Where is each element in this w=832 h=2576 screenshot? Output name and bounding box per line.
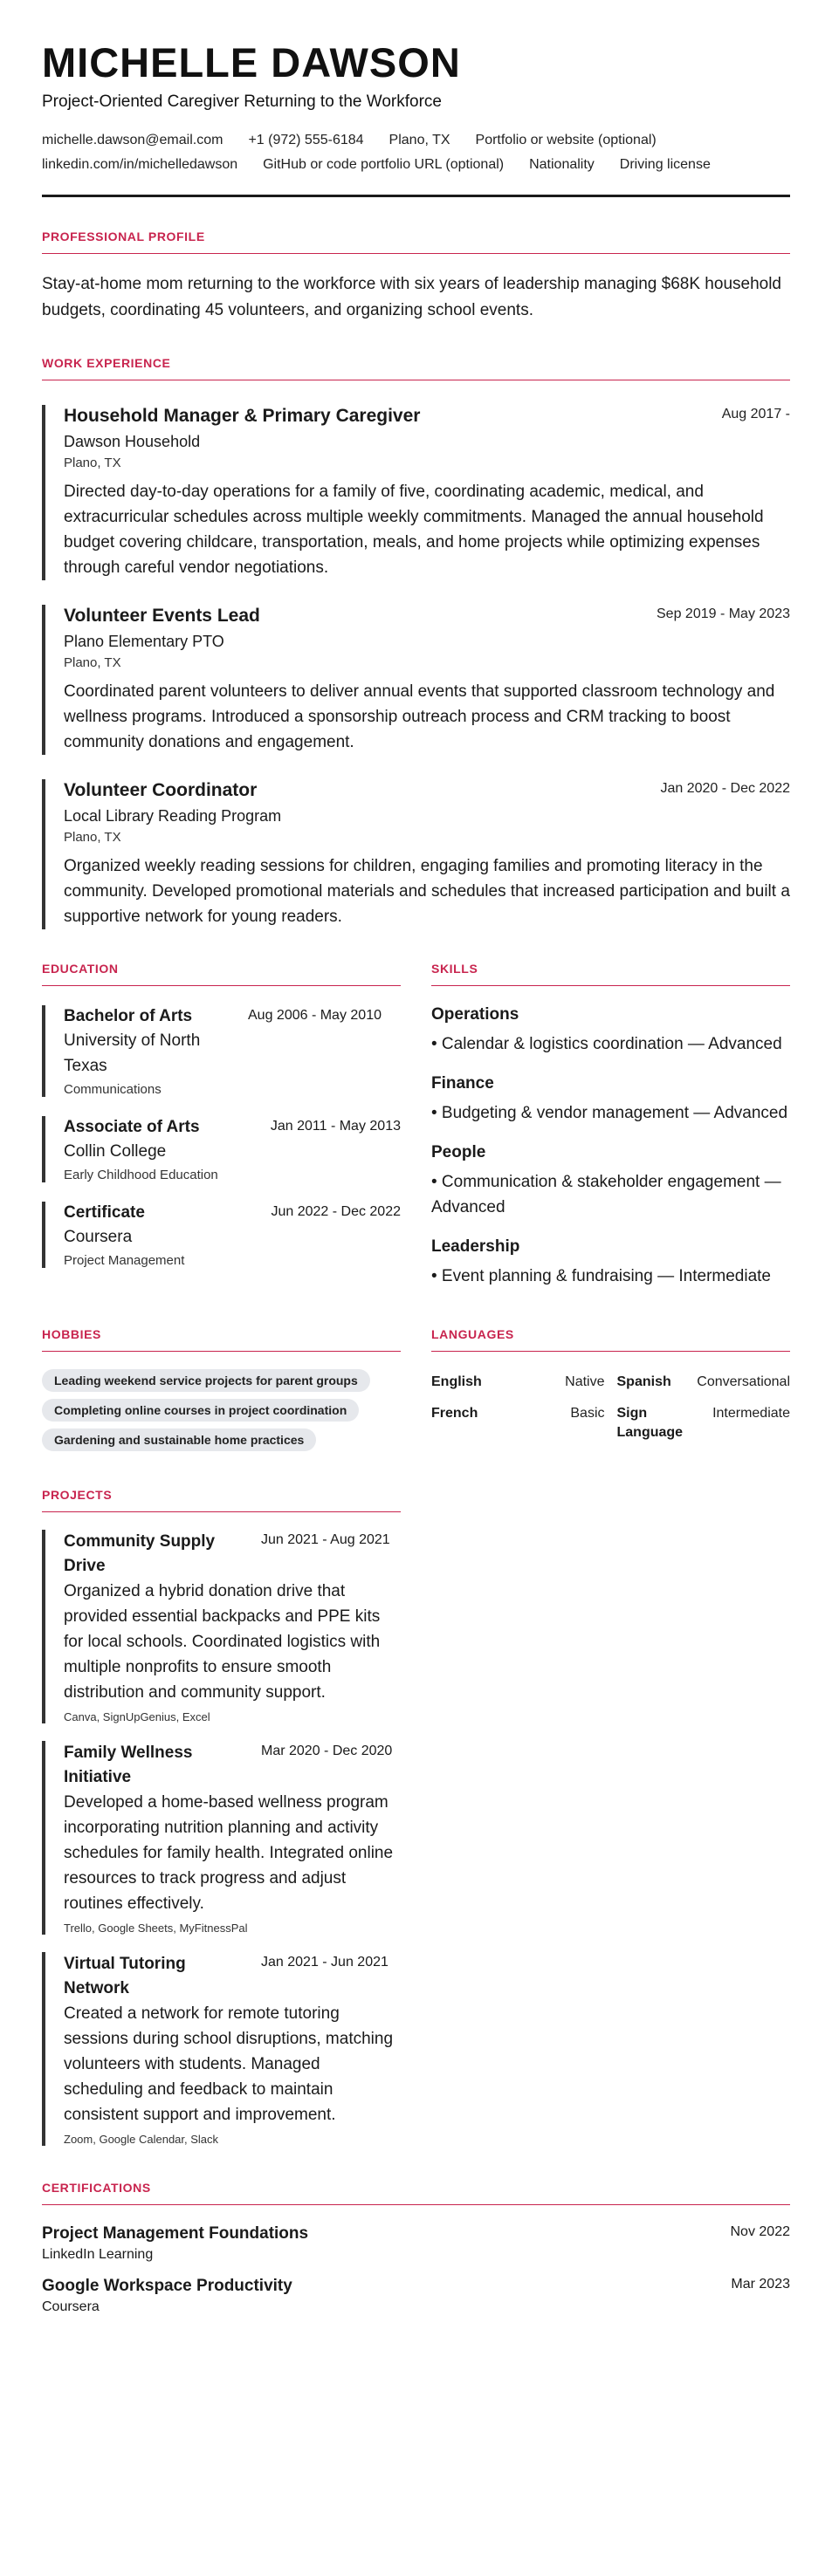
project-description: Organized a hybrid donation drive that provided essential backpacks and PPE kits for local schools. Coordinated logistics with multiple nonprofits to ensure smooth distribution and community support. xyxy=(64,1582,381,1702)
section-divider xyxy=(42,253,790,254)
contact-phone[interactable]: +1 (972) 555-6184 xyxy=(248,133,364,147)
skill-item: • Budgeting & vendor management — Advanced xyxy=(431,1104,788,1122)
job-date: Sep 2019 - May 2023 xyxy=(657,606,790,621)
contact-nationality: Nationality xyxy=(529,157,595,172)
education-entry xyxy=(42,1005,401,1097)
education-entry xyxy=(42,1202,401,1268)
certification-entry xyxy=(42,2224,790,2263)
language-level: Basic xyxy=(570,1406,605,1421)
job-description: Coordinated parent volunteers to deliver annual events that supported classroom technology and wellness programs. Introduced a sponsorship outreach process and CRM tracking to boost community donations and engagement. xyxy=(64,682,775,751)
job-title: Household Manager & Primary Caregiver xyxy=(64,406,421,426)
skill-group xyxy=(431,1143,790,1220)
experience-entry xyxy=(42,605,790,755)
section-title-education: EDUCATION xyxy=(42,962,119,976)
skill-group xyxy=(431,1074,790,1126)
language-list xyxy=(431,1373,790,1442)
job-date: Jan 2020 - Dec 2022 xyxy=(660,781,790,796)
contact-location: Plano, TX xyxy=(388,133,450,147)
job-location: Plano, TX xyxy=(64,655,121,670)
language-level: Intermediate xyxy=(712,1406,790,1421)
project-entry xyxy=(42,1952,401,2146)
language-level: Native xyxy=(565,1374,605,1389)
school: Collin College xyxy=(64,1142,167,1161)
candidate-name: MICHELLE DAWSON xyxy=(42,39,461,86)
job-description: Directed day-to-day operations for a family of five, coordinating academic, medical, and extracurricular schedules across multiple weekly commitments. Managed the annual household budget covering childcare, transportation, meals, and home projects while optimizing expenses through careful vendor negotiations. xyxy=(64,483,764,577)
skill-category: People xyxy=(431,1143,486,1161)
section-title-skills: SKILLS xyxy=(431,962,478,976)
language-name: English xyxy=(431,1374,482,1389)
header-divider xyxy=(42,195,790,197)
contact-linkedin[interactable]: linkedin.com/in/michelledawson xyxy=(42,157,238,172)
language-item xyxy=(431,1404,605,1442)
section-divider xyxy=(42,1511,401,1512)
project-date: Mar 2020 - Dec 2020 xyxy=(261,1744,393,1758)
section-title-hobbies: HOBBIES xyxy=(42,1327,101,1341)
hobbies-languages-row xyxy=(42,1327,790,1451)
education-date: Aug 2006 - May 2010 xyxy=(248,1008,382,1023)
skills-section xyxy=(431,962,790,1289)
language-item xyxy=(617,1373,791,1392)
project-entry xyxy=(42,1741,401,1935)
section-title-profile: PROFESSIONAL PROFILE xyxy=(42,230,205,243)
job-org: Dawson Household xyxy=(64,433,201,450)
degree: Certificate xyxy=(64,1203,145,1222)
skill-group xyxy=(431,1005,790,1057)
certification-date: Nov 2022 xyxy=(730,2224,790,2239)
hobby-pill: Gardening and sustainable home practices xyxy=(42,1428,316,1451)
job-date: Aug 2017 - xyxy=(721,407,790,421)
experience-entry xyxy=(42,405,790,580)
profile-text: Stay-at-home mom returning to the workforce with six years of leadership managing $68K household budgets, coordinating 45 volunteers, and organizing school events. xyxy=(42,275,781,319)
hobby-list xyxy=(42,1369,401,1451)
education-date: Jun 2022 - Dec 2022 xyxy=(271,1204,401,1219)
skill-group xyxy=(431,1237,790,1289)
hobby-pill: Leading weekend service projects for parent groups xyxy=(42,1369,370,1392)
section-title-projects: PROJECTS xyxy=(42,1488,113,1502)
experience-entry xyxy=(42,779,790,929)
education-section xyxy=(42,962,401,1289)
experience-section xyxy=(42,356,790,929)
language-name: French xyxy=(431,1406,478,1421)
project-description: Created a network for remote tutoring sessions during school disruptions, matching volunteers with students. Managed scheduling and feedback to maintain consistent support and improvement. xyxy=(64,2004,394,2124)
headline: Project-Oriented Caregiver Returning to the Workforce xyxy=(42,92,442,111)
project-tools: Zoom, Google Calendar, Slack xyxy=(64,2133,219,2146)
certifications-section xyxy=(42,2181,790,2315)
school: University of North Texas xyxy=(64,1031,201,1075)
contact-info xyxy=(42,133,790,148)
skill-category: Operations xyxy=(431,1005,519,1024)
education-entry xyxy=(42,1116,401,1182)
job-description: Organized weekly reading sessions for children, engaging families and promoting literacy in the community. Developed promotional materials and schedules that increased participation and built a supportive network for young readers. xyxy=(64,857,790,926)
degree: Bachelor of Arts xyxy=(64,1007,193,1025)
language-item xyxy=(617,1404,791,1442)
skill-category: Leadership xyxy=(431,1237,520,1256)
field-of-study: Communications xyxy=(64,1082,162,1097)
skill-category: Finance xyxy=(431,1074,494,1093)
job-org: Plano Elementary PTO xyxy=(64,633,224,650)
hobby-pill: Completing online courses in project coordination xyxy=(42,1399,359,1422)
project-name: Community Supply Drive xyxy=(64,1532,216,1575)
school: Coursera xyxy=(64,1228,133,1246)
contact-github[interactable]: GitHub or code portfolio URL (optional) xyxy=(263,157,505,172)
contact-portfolio[interactable]: Portfolio or website (optional) xyxy=(475,133,657,147)
languages-section xyxy=(431,1327,790,1451)
section-divider xyxy=(42,985,401,986)
project-name: Family Wellness Initiative xyxy=(64,1744,193,1786)
certification-issuer: Coursera xyxy=(42,2299,100,2314)
section-title-experience: WORK EXPERIENCE xyxy=(42,356,171,370)
project-name: Virtual Tutoring Network xyxy=(64,1955,186,1997)
section-divider xyxy=(42,2204,790,2205)
job-title: Volunteer Events Lead xyxy=(64,606,260,626)
contact-driving-license: Driving license xyxy=(619,157,711,172)
projects-section xyxy=(42,1488,401,2146)
job-title: Volunteer Coordinator xyxy=(64,780,258,800)
certification-date: Mar 2023 xyxy=(731,2277,790,2292)
section-divider xyxy=(431,1351,790,1352)
job-org: Local Library Reading Program xyxy=(64,807,282,825)
skill-item: • Communication & stakeholder engagement — Advanced xyxy=(431,1173,781,1216)
language-item xyxy=(431,1373,605,1392)
field-of-study: Early Childhood Education xyxy=(64,1168,218,1182)
certification-issuer: LinkedIn Learning xyxy=(42,2247,154,2262)
certification-entry xyxy=(42,2277,790,2315)
project-tools: Canva, SignUpGenius, Excel xyxy=(64,1710,210,1723)
project-date: Jan 2021 - Jun 2021 xyxy=(261,1955,388,1970)
project-description: Developed a home-based wellness program incorporating nutrition planning and activity schedules for family health. Integrated online resources to track progress and adjust routines effectively. xyxy=(64,1793,394,1913)
section-divider xyxy=(42,1351,401,1352)
contact-info-secondary xyxy=(42,157,790,173)
certification-name: Project Management Foundations xyxy=(42,2224,309,2243)
resume-header xyxy=(42,40,790,197)
hobbies-section xyxy=(42,1327,401,1451)
section-title-languages: LANGUAGES xyxy=(431,1327,514,1341)
section-title-certifications: CERTIFICATIONS xyxy=(42,2181,151,2195)
project-entry xyxy=(42,1530,401,1723)
skill-item: • Calendar & logistics coordination — Advanced xyxy=(431,1035,782,1053)
profile-section xyxy=(42,230,790,324)
field-of-study: Project Management xyxy=(64,1253,185,1268)
language-name: Spanish xyxy=(616,1374,671,1389)
certification-name: Google Workspace Productivity xyxy=(42,2277,292,2295)
language-level: Conversational xyxy=(697,1374,790,1389)
skill-item: • Event planning & fundraising — Intermediate xyxy=(431,1267,771,1285)
language-name: Sign Language xyxy=(616,1406,684,1440)
education-skills-row xyxy=(42,962,790,1289)
education-date: Jan 2011 - May 2013 xyxy=(270,1119,401,1134)
contact-email[interactable]: michelle.dawson@email.com xyxy=(42,133,223,147)
job-location: Plano, TX xyxy=(64,830,121,845)
project-tools: Trello, Google Sheets, MyFitnessPal xyxy=(64,1922,248,1935)
project-date: Jun 2021 - Aug 2021 xyxy=(261,1532,390,1547)
section-divider xyxy=(431,985,790,986)
degree: Associate of Arts xyxy=(64,1118,200,1136)
job-location: Plano, TX xyxy=(64,456,121,470)
